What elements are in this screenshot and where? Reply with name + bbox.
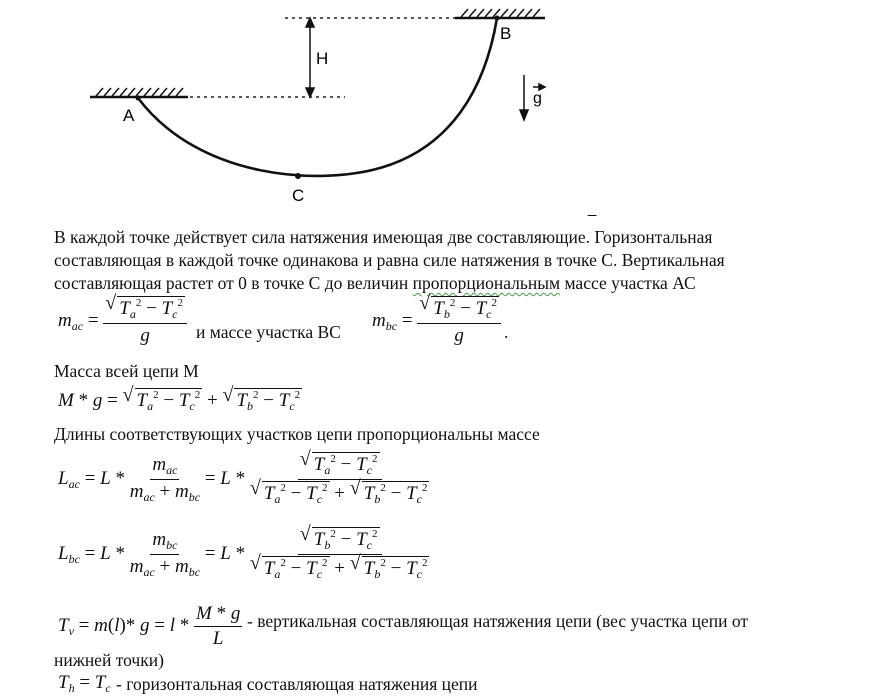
paragraph-line-3	[54, 272, 696, 294]
label-c: C	[292, 186, 305, 205]
catenary-diagram	[0, 0, 869, 230]
support-b	[455, 9, 545, 18]
mass-connector-text: и массе участка ВС	[196, 322, 341, 342]
vertical-tension-desc-1: - вертикальная составляющая натяжения цепи (вес участка цепи от	[247, 611, 749, 631]
point-a	[136, 96, 141, 101]
mass-ac-formula: $m_{ac}$ = √ $T_a^2 - T_c^2$ g	[58, 296, 187, 347]
paragraph-line-1: В каждой точке действует сила натяжения имеющая две составляющие. Горизонтальная	[54, 227, 713, 247]
horizontal-tension-formula: $T_h = T_c$	[58, 672, 111, 695]
vertical-tension-desc-2: нижней точки)	[54, 650, 164, 670]
label-h: H	[316, 49, 329, 68]
support-a	[90, 88, 188, 97]
wavy-underlined-word: пропорциональным	[412, 273, 561, 293]
label-b: B	[500, 24, 512, 43]
label-a: A	[123, 106, 135, 125]
paragraph-line-2: составляющая в каждой точке одинакова и равна силе натяжения в точке С. Вертикальная	[54, 250, 725, 270]
label-g: g	[533, 90, 542, 107]
mass-bc-formula: $m_{bc}$ = √ $T_b^2 - T_c^2$ g	[372, 296, 501, 347]
point-c	[295, 173, 301, 179]
lengths-intro: Длины соответствующих участков цепи пропорциональны массе	[54, 424, 540, 444]
vertical-tension-formula: $T_v = m(l)*$ g = l * $\frac{M * g}{L}$	[58, 603, 241, 649]
length-bc-formula: $L_{bc} = L$ * $\frac{m_{bc}}{m_{ac} + m_{bc}}$ = L * √ $T_b^2 - T_c^2$ √ $T_a^2 - T_c^2$ + √ $T_b^2 - T_c^2$	[58, 523, 428, 581]
stray-mark: _	[588, 200, 597, 217]
paragraph-line-3-end: массе участка АС	[560, 273, 696, 293]
height-arrow	[306, 18, 314, 97]
length-ac-formula: $L_{ac} = L$ * $\frac{m_{ac}}{m_{ac} + m_{bc}}$ = L * √ $T_a^2 - T_c^2$ √ $T_a^2 - T_c^2$ + √ $T_b^2 - T_c^2$	[58, 448, 428, 506]
paragraph-line-3-start: составляющая растет от 0 в точке С до величин	[54, 273, 413, 293]
mass-end-period: .	[504, 322, 509, 342]
total-mass-label: Масса всей цепи М	[54, 361, 199, 381]
point-b	[495, 16, 500, 21]
total-mass-formula: M * g = √ $T_a^2 - T_c^2$ + √ $T_b^2 - T_c^2$	[58, 384, 301, 413]
horizontal-tension-desc: - горизонтальная составляющая натяжения цепи	[116, 674, 478, 694]
